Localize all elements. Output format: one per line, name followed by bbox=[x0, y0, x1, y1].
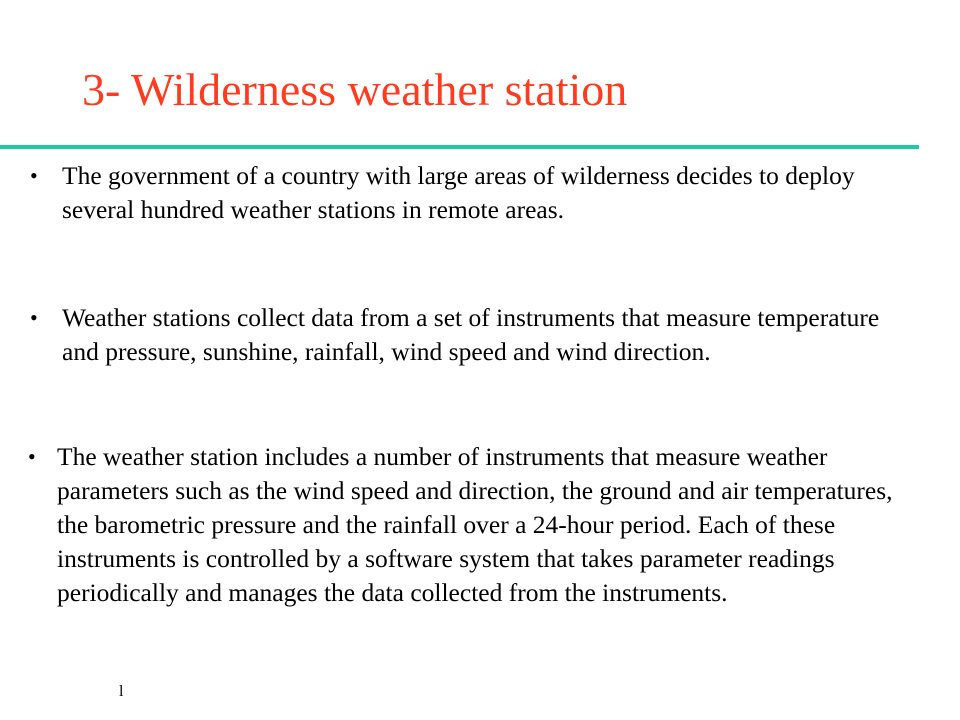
bullet-text: The government of a country with large areas of wilderness decides to deploy several hundred weather stations in remote areas. bbox=[62, 161, 855, 224]
slide-title: 3- Wilderness weather station bbox=[82, 64, 628, 115]
footer-mark: l bbox=[119, 683, 124, 700]
bullet-text: The weather station includes a number of instruments that measure weather parameters such as the wind speed and direction, the ground and air temperatures, the barometric pressure and the rainfall over a 24-hour period. Each of these instruments is controlled by a software system that takes parameter readings periodically and manages the data collected from the instruments. bbox=[57, 442, 893, 607]
bullet-item-data-collection bbox=[30, 301, 910, 369]
bullet-item-government bbox=[30, 159, 910, 227]
title-divider bbox=[0, 145, 919, 149]
bullet-icon: • bbox=[30, 163, 38, 188]
bullet-icon: • bbox=[30, 305, 38, 330]
bullet-text: Weather stations collect data from a set of instruments that measure temperature and pressure, sunshine, rainfall, wind speed and wind direction. bbox=[62, 303, 880, 366]
bullet-item-instruments bbox=[28, 440, 928, 610]
bullet-icon: • bbox=[28, 444, 36, 469]
